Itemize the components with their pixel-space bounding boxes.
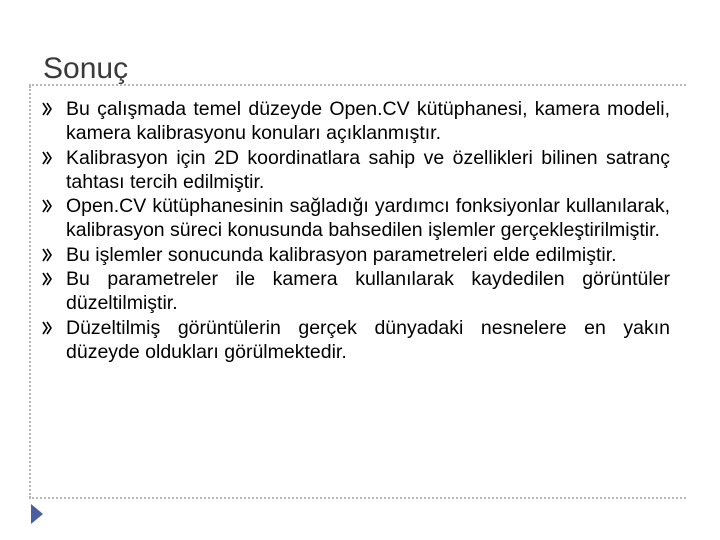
- bullet-item: [42, 146, 670, 195]
- double-chevron-right-icon: [42, 199, 52, 213]
- left-border: [29, 86, 31, 498]
- double-chevron-right-icon: [42, 102, 52, 116]
- bullet-text: Kalibrasyon için 2D koordinatlara sahip ve özellikleri bilinen satranç tahtası tercih edilmiştir.: [66, 146, 670, 193]
- bullet-text: Bu işlemler sonucunda kalibrasyon parametreleri elde edilmiştir.: [66, 243, 617, 266]
- double-chevron-right-icon: [42, 321, 52, 335]
- bullet-text: Open.CV kütüphanesinin sağladığı yardımcı fonksiyonlar kullanılarak, kalibrasyon süreci konusunda bahsedilen işlemler gerçekleştirilmiştir.: [66, 195, 670, 242]
- bottom-border: [29, 497, 686, 499]
- slide-nav-arrow-icon[interactable]: [30, 503, 44, 530]
- bullet-list: [42, 97, 670, 364]
- bullet-item: [42, 97, 670, 146]
- bullet-text: Bu parametreler ile kamera kullanılarak kaydedilen görüntüler düzeltilmiştir.: [66, 268, 670, 315]
- bullet-text: Bu çalışmada temel düzeyde Open.CV kütüphanesi, kamera modeli, kamera kalibrasyonu konuları açıklanmıştır.: [66, 98, 670, 145]
- title-divider: [29, 84, 686, 86]
- bullet-item: [42, 267, 670, 316]
- bullet-item: [42, 194, 670, 243]
- slide-title: Sonuç: [43, 52, 129, 85]
- double-chevron-right-icon: [42, 272, 52, 286]
- double-chevron-right-icon: [42, 151, 52, 165]
- bullet-item: [42, 316, 670, 365]
- bullet-item: [42, 243, 670, 267]
- double-chevron-right-icon: [42, 248, 52, 262]
- bullet-text: Düzeltilmiş görüntülerin gerçek dünyadaki nesnelere en yakın düzeyde oldukları görülmektedir.: [66, 316, 670, 363]
